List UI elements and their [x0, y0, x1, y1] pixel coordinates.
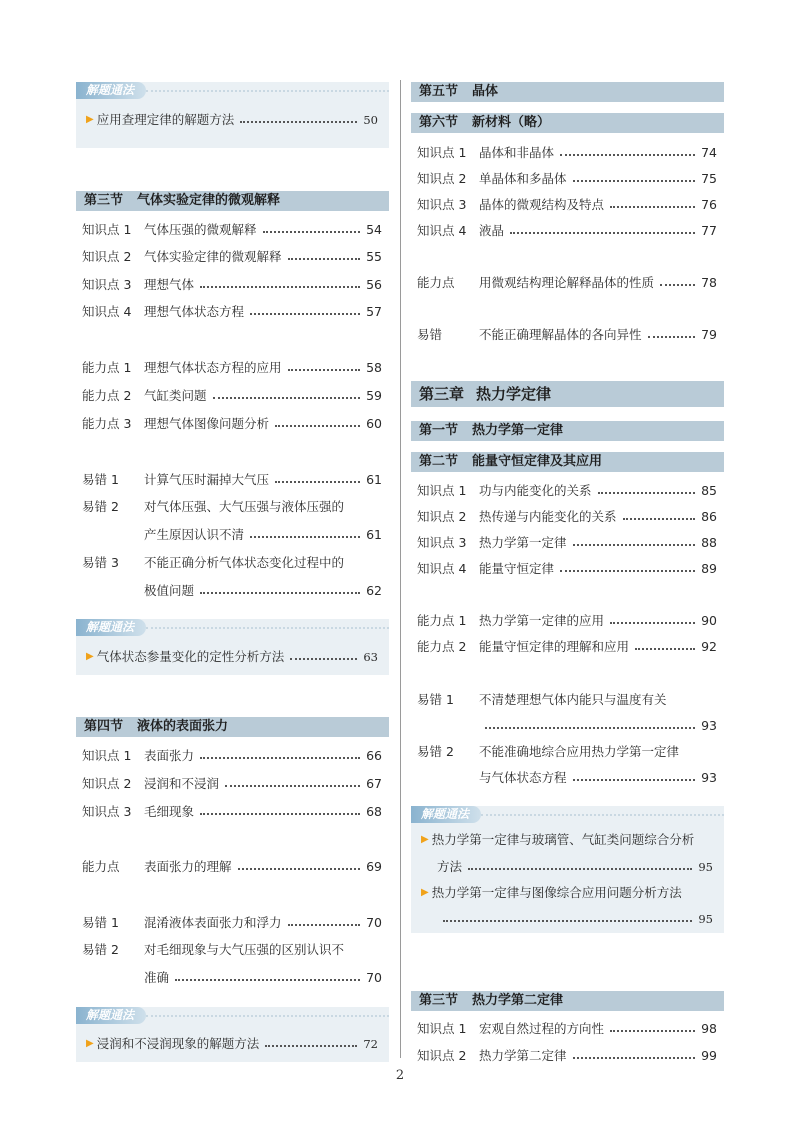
leader-dots [573, 180, 695, 182]
entry-label: 知识点 2 [417, 171, 467, 186]
entry-title: 宏观自然过程的方向性 [479, 1021, 605, 1036]
toc-entry-continued[interactable] [437, 909, 713, 929]
page-number: 56 [366, 277, 382, 292]
entry-title: 不能正确分析气体状态变化过程中的 [144, 555, 345, 570]
method-tag-label: 解题通法 [86, 1008, 135, 1022]
arrow-icon: ▶ [86, 1038, 94, 1049]
chapter-number: 第三章 [419, 385, 465, 403]
page-number: 59 [366, 388, 382, 403]
leader-dots [510, 232, 695, 234]
entry-label: 知识点 1 [417, 483, 467, 498]
entry-title: 对毛细现象与大气压强的区别认识不 [144, 942, 345, 957]
toc-entry[interactable] [417, 143, 717, 163]
entry-title: 用微观结构理论解释晶体的性质 [479, 275, 655, 290]
entry-title: 气体压强的微观解释 [144, 222, 257, 237]
toc-entry[interactable] [82, 940, 382, 960]
toc-entry-continued[interactable] [479, 768, 717, 788]
column-divider [400, 80, 401, 1058]
method-tag-label: 解题通法 [86, 83, 135, 97]
page-number: 62 [366, 583, 382, 598]
entry-label: 能力点 [82, 859, 120, 874]
leader-dots [263, 231, 360, 233]
page-number: 58 [366, 360, 382, 375]
entry-title: 浸润和不浸润 [144, 776, 220, 791]
entry-label: 易错 2 [82, 499, 119, 514]
leader-dots [275, 481, 360, 483]
leader-dots [250, 313, 360, 315]
leader-dots [290, 658, 357, 660]
section-number: 第二节 [419, 454, 459, 469]
page-number: 92 [701, 639, 717, 654]
toc-entry[interactable] [417, 611, 717, 631]
entry-title: 混淆液体表面张力和浮力 [144, 915, 282, 930]
chapter-title: 热力学定律 [476, 385, 552, 403]
leader-dots [648, 336, 695, 338]
entry-title: 对气体压强、大气压强与液体压强的 [144, 499, 345, 514]
entry-label: 知识点 3 [82, 277, 132, 292]
section-number: 第四节 [84, 719, 124, 734]
page-number: 72 [363, 1037, 378, 1051]
page-number: 74 [701, 145, 717, 160]
toc-entry[interactable] [417, 221, 717, 241]
section-header[interactable] [411, 991, 724, 1011]
page-number: 63 [363, 650, 378, 664]
page-number: 88 [701, 535, 717, 550]
toc-entry[interactable] [82, 470, 382, 490]
leader-dots [200, 757, 360, 759]
toc-entry[interactable] [421, 830, 713, 850]
toc-entry[interactable] [417, 637, 717, 657]
page-number: 89 [701, 561, 717, 576]
entry-title: 表面张力的理解 [144, 859, 232, 874]
leader-dots [610, 206, 695, 208]
leader-dots [275, 425, 360, 427]
toc-entry[interactable] [417, 195, 717, 215]
section-header[interactable] [411, 113, 724, 133]
leader-dots [598, 492, 695, 494]
page-number-footer: 2 [395, 1068, 405, 1083]
entry-title: 方法 [437, 859, 463, 874]
entry-title: 浸润和不浸润现象的解题方法 [96, 1036, 260, 1051]
entry-title: 不清楚理想气体内能只与温度有关 [479, 692, 667, 707]
entry-label: 知识点 3 [82, 804, 132, 819]
leader-dots [443, 920, 692, 922]
toc-entry-continued[interactable] [144, 968, 382, 988]
leader-dots [573, 544, 695, 546]
page-number: 61 [366, 472, 382, 487]
page-number: 86 [701, 509, 717, 524]
entry-label: 知识点 2 [82, 776, 132, 791]
page-number: 57 [366, 304, 382, 319]
method-tag-dots [146, 627, 389, 629]
page-number: 75 [701, 171, 717, 186]
entry-label: 知识点 3 [417, 197, 467, 212]
toc-entry[interactable] [82, 358, 382, 378]
page-number: 67 [366, 776, 382, 791]
entry-title: 功与内能变化的关系 [479, 483, 592, 498]
entry-title: 热力学第一定律的应用 [479, 613, 605, 628]
toc-entry[interactable] [417, 507, 717, 527]
method-box [76, 619, 389, 675]
method-box [76, 82, 389, 148]
leader-dots [240, 121, 357, 123]
leader-dots [635, 648, 695, 650]
entry-label: 易错 1 [82, 915, 119, 930]
toc-entry-continued[interactable] [144, 581, 382, 601]
section-number: 第三节 [84, 193, 124, 208]
method-box [411, 806, 724, 933]
leader-dots [225, 785, 360, 787]
leader-dots [610, 622, 695, 624]
leader-dots [288, 369, 360, 371]
page-number: 61 [366, 527, 382, 542]
section-number: 第五节 [419, 84, 459, 99]
leader-dots [560, 570, 695, 572]
toc-entry[interactable] [82, 275, 382, 295]
toc-entry-continued[interactable] [479, 716, 717, 736]
leader-dots [573, 1057, 695, 1059]
page-number: 95 [698, 860, 713, 874]
section-header[interactable] [411, 452, 724, 472]
toc-entry[interactable] [82, 386, 382, 406]
entry-label: 知识点 2 [82, 249, 132, 264]
entry-title: 极值问题 [144, 583, 195, 598]
method-tag-dots [146, 90, 389, 92]
entry-label: 能力点 [417, 275, 455, 290]
entry-title: 热力学第二定律 [479, 1048, 567, 1063]
toc-entry[interactable] [417, 742, 717, 762]
section-title: 能量守恒定律及其应用 [472, 454, 603, 469]
entry-label: 易错 [417, 327, 443, 342]
entry-label: 能力点 1 [82, 360, 132, 375]
entry-label: 易错 1 [82, 472, 119, 487]
entry-title: 单晶体和多晶体 [479, 171, 567, 186]
entry-title: 气体实验定律的微观解释 [144, 249, 282, 264]
method-tag-dots [146, 1015, 389, 1017]
entry-title: 产生原因认识不清 [144, 527, 245, 542]
entry-title: 液晶 [479, 223, 505, 238]
leader-dots [175, 979, 360, 981]
entry-label: 知识点 1 [82, 222, 132, 237]
toc-entry[interactable] [417, 481, 717, 501]
section-title: 液体的表面张力 [137, 719, 229, 734]
entry-label: 知识点 1 [417, 1021, 467, 1036]
leader-dots [573, 779, 695, 781]
leader-dots [200, 286, 360, 288]
leader-dots [623, 518, 695, 520]
section-title: 新材料（略） [472, 115, 551, 130]
toc-entry[interactable] [82, 247, 382, 267]
leader-dots [265, 1045, 357, 1047]
toc-entry[interactable] [417, 273, 717, 293]
leader-dots [238, 868, 360, 870]
entry-label: 易错 2 [417, 744, 454, 759]
entry-label: 知识点 1 [417, 145, 467, 160]
toc-entry[interactable] [82, 802, 382, 822]
toc-entry[interactable] [82, 414, 382, 434]
entry-label: 知识点 4 [417, 223, 467, 238]
section-header[interactable] [76, 717, 389, 737]
page-number: 93 [701, 718, 717, 733]
entry-title: 热力学第一定律与玻璃管、气缸类问题综合分析 [431, 832, 695, 847]
page-number: 85 [701, 483, 717, 498]
toc-entry[interactable] [82, 774, 382, 794]
leader-dots [288, 258, 360, 260]
page-number: 90 [701, 613, 717, 628]
entry-label: 能力点 2 [82, 388, 132, 403]
entry-label: 知识点 2 [417, 1048, 467, 1063]
section-title: 热力学第一定律 [472, 423, 564, 438]
toc-entry[interactable] [421, 883, 713, 903]
toc-entry[interactable] [82, 497, 382, 517]
entry-title: 能量守恒定律的理解和应用 [479, 639, 630, 654]
entry-label: 知识点 3 [417, 535, 467, 550]
toc-entry[interactable] [417, 559, 717, 579]
toc-entry[interactable] [82, 857, 382, 877]
entry-title: 与气体状态方程 [479, 770, 567, 785]
leader-dots [468, 868, 692, 870]
section-number: 第三节 [419, 993, 459, 1008]
entry-title: 毛细现象 [144, 804, 195, 819]
leader-dots [200, 592, 360, 594]
entry-title: 理想气体 [144, 277, 195, 292]
leader-dots [213, 397, 360, 399]
section-number: 第六节 [419, 115, 459, 130]
section-header[interactable] [411, 421, 724, 441]
entry-label: 能力点 1 [417, 613, 467, 628]
leader-dots [660, 284, 695, 286]
toc-entry[interactable] [417, 690, 717, 710]
entry-title: 热力学第一定律与图像综合应用问题分析方法 [431, 885, 682, 900]
entry-label: 知识点 4 [417, 561, 467, 576]
page-number: 79 [701, 327, 717, 342]
entry-title: 应用查理定律的解题方法 [96, 112, 235, 127]
toc-entry[interactable] [417, 1046, 717, 1066]
entry-title: 计算气压时漏掉大气压 [144, 472, 270, 487]
toc-entry[interactable] [82, 913, 382, 933]
toc-entry[interactable] [86, 110, 378, 130]
entry-title: 准确 [144, 970, 170, 985]
toc-entry[interactable] [417, 533, 717, 553]
toc-entry-continued[interactable] [144, 525, 382, 545]
section-title: 晶体 [472, 84, 499, 99]
method-tag-label: 解题通法 [421, 807, 470, 821]
method-tag-label: 解题通法 [86, 620, 135, 634]
entry-title: 晶体和非晶体 [479, 145, 555, 160]
arrow-icon: ▶ [86, 651, 94, 662]
toc-entry[interactable] [417, 325, 717, 345]
toc-entry[interactable] [82, 553, 382, 573]
page-number: 78 [701, 275, 717, 290]
toc-entry[interactable] [82, 220, 382, 240]
leader-dots [288, 924, 360, 926]
page-number: 50 [363, 113, 378, 127]
entry-label: 知识点 1 [82, 748, 132, 763]
entry-title: 表面张力 [144, 748, 195, 763]
leader-dots [250, 536, 360, 538]
page-number: 95 [698, 912, 713, 926]
chapter-header[interactable] [411, 381, 724, 407]
toc-entry[interactable] [417, 1019, 717, 1039]
entry-title: 热传递与内能变化的关系 [479, 509, 617, 524]
page-number: 70 [366, 970, 382, 985]
entry-label: 能力点 3 [82, 416, 132, 431]
page-number: 60 [366, 416, 382, 431]
page-number: 76 [701, 197, 717, 212]
section-header[interactable] [76, 191, 389, 211]
entry-title: 气缸类问题 [144, 388, 207, 403]
entry-label: 易错 2 [82, 942, 119, 957]
page-number: 98 [701, 1021, 717, 1036]
arrow-icon: ▶ [86, 114, 94, 125]
toc-entry[interactable] [86, 1034, 378, 1054]
entry-title: 理想气体状态方程的应用 [144, 360, 282, 375]
page-number: 93 [701, 770, 717, 785]
section-header[interactable] [411, 82, 724, 102]
entry-label: 知识点 4 [82, 304, 132, 319]
page-number: 68 [366, 804, 382, 819]
entry-title: 不能准确地综合应用热力学第一定律 [479, 744, 680, 759]
entry-label: 能力点 2 [417, 639, 467, 654]
entry-title: 能量守恒定律 [479, 561, 555, 576]
section-number: 第一节 [419, 423, 459, 438]
leader-dots [610, 1030, 695, 1032]
entry-title: 热力学第一定律 [479, 535, 567, 550]
entry-label: 易错 1 [417, 692, 454, 707]
toc-entry[interactable] [86, 647, 378, 667]
entry-title: 理想气体图像问题分析 [144, 416, 270, 431]
section-title: 热力学第二定律 [472, 993, 564, 1008]
entry-label: 知识点 2 [417, 509, 467, 524]
arrow-icon: ▶ [421, 834, 429, 845]
page-number: 54 [366, 222, 382, 237]
leader-dots [200, 813, 360, 815]
method-box [76, 1007, 389, 1062]
page-number: 99 [701, 1048, 717, 1063]
page-number: 77 [701, 223, 717, 238]
entry-title: 气体状态参量变化的定性分析方法 [96, 649, 285, 664]
leader-dots [560, 154, 695, 156]
entry-label: 易错 3 [82, 555, 119, 570]
entry-title: 不能正确理解晶体的各向异性 [479, 327, 642, 342]
page-number: 70 [366, 915, 382, 930]
toc-entry[interactable] [82, 746, 382, 766]
toc-entry[interactable] [417, 169, 717, 189]
arrow-icon: ▶ [421, 887, 429, 898]
entry-title: 晶体的微观结构及特点 [479, 197, 605, 212]
toc-entry-continued[interactable] [437, 857, 713, 877]
leader-dots [485, 727, 695, 729]
page-number: 55 [366, 249, 382, 264]
method-tag-dots [481, 814, 724, 816]
toc-entry[interactable] [82, 302, 382, 322]
entry-title: 理想气体状态方程 [144, 304, 245, 319]
page-number: 69 [366, 859, 382, 874]
section-title: 气体实验定律的微观解释 [137, 193, 281, 208]
page-number: 66 [366, 748, 382, 763]
